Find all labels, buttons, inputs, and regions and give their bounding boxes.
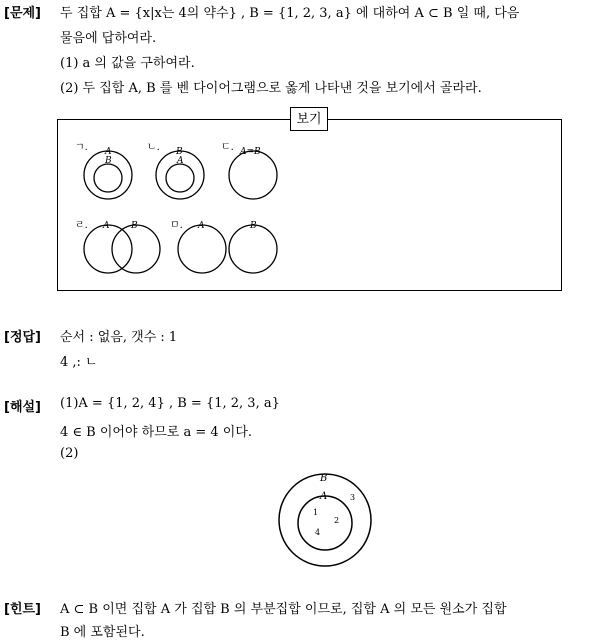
answer-line-1: 순서 : 없음, 갯수 : 1: [60, 330, 178, 345]
option-d-label: A=B: [240, 147, 261, 157]
option-n-outer-label: B: [176, 147, 183, 157]
question-1: (1) a 의 값을 구하여라.: [60, 56, 195, 71]
set-b-circle: [279, 474, 371, 566]
explanation-line-3: (2): [60, 446, 79, 461]
answer-line-2: 4 ,: ㄴ: [60, 355, 98, 370]
element-3: 3: [350, 493, 356, 502]
element-4: 4: [315, 528, 321, 537]
option-label-d: ㄷ.: [221, 142, 234, 153]
explanation-line-1: (1)A = {1, 2, 4} , B = {1, 2, 3, a}: [60, 396, 280, 411]
option-m-right-label: B: [250, 221, 257, 231]
explanation-line-2: 4 ∈ B 이어야 하므로 a = 4 이다.: [60, 425, 253, 440]
option-label-m: ㅁ.: [170, 220, 183, 231]
problem-line-1: 두 집합 A = {x|x는 4의 약수} , B = {1, 2, 3, a} 에 대하여 A ⊂ B 일 때, 다음: [60, 6, 520, 21]
option-label-r: ㄹ.: [75, 220, 88, 231]
set-a-circle: [298, 496, 352, 550]
set-b-label: B: [320, 473, 328, 484]
option-r-left-label: A: [103, 221, 110, 231]
hint-tag: [힌트]: [4, 602, 41, 617]
option-r-right-label: B: [131, 221, 138, 231]
option-label-n: ㄴ.: [147, 142, 160, 153]
hint-line-1: A ⊂ B 이면 집합 A 가 집합 B 의 부분집합 이므로, 집합 A 의 모든 원소가 집합: [60, 602, 507, 617]
option-label-g: ㄱ.: [75, 142, 88, 153]
set-a-label: A: [320, 491, 328, 502]
option-n-inner-label: A: [177, 156, 184, 166]
options-box-title: 보기: [290, 107, 328, 131]
hint-line-2: B 에 포함된다.: [60, 625, 145, 640]
element-1: 1: [313, 508, 319, 517]
element-2: 2: [334, 516, 340, 525]
problem-line-2: 물음에 답하여라.: [60, 31, 157, 46]
question-2: (2) 두 집합 A, B 를 벤 다이어그램으로 옳게 나타낸 것을 보기에서 골라라.: [60, 81, 482, 96]
explanation-tag: [해설]: [4, 400, 41, 415]
option-m-left-label: A: [198, 221, 205, 231]
answer-tag: [정답]: [4, 330, 41, 345]
option-g-outer-label: A: [105, 147, 112, 157]
option-g-inner-label: B: [105, 156, 112, 166]
problem-tag: [문제]: [4, 6, 41, 21]
